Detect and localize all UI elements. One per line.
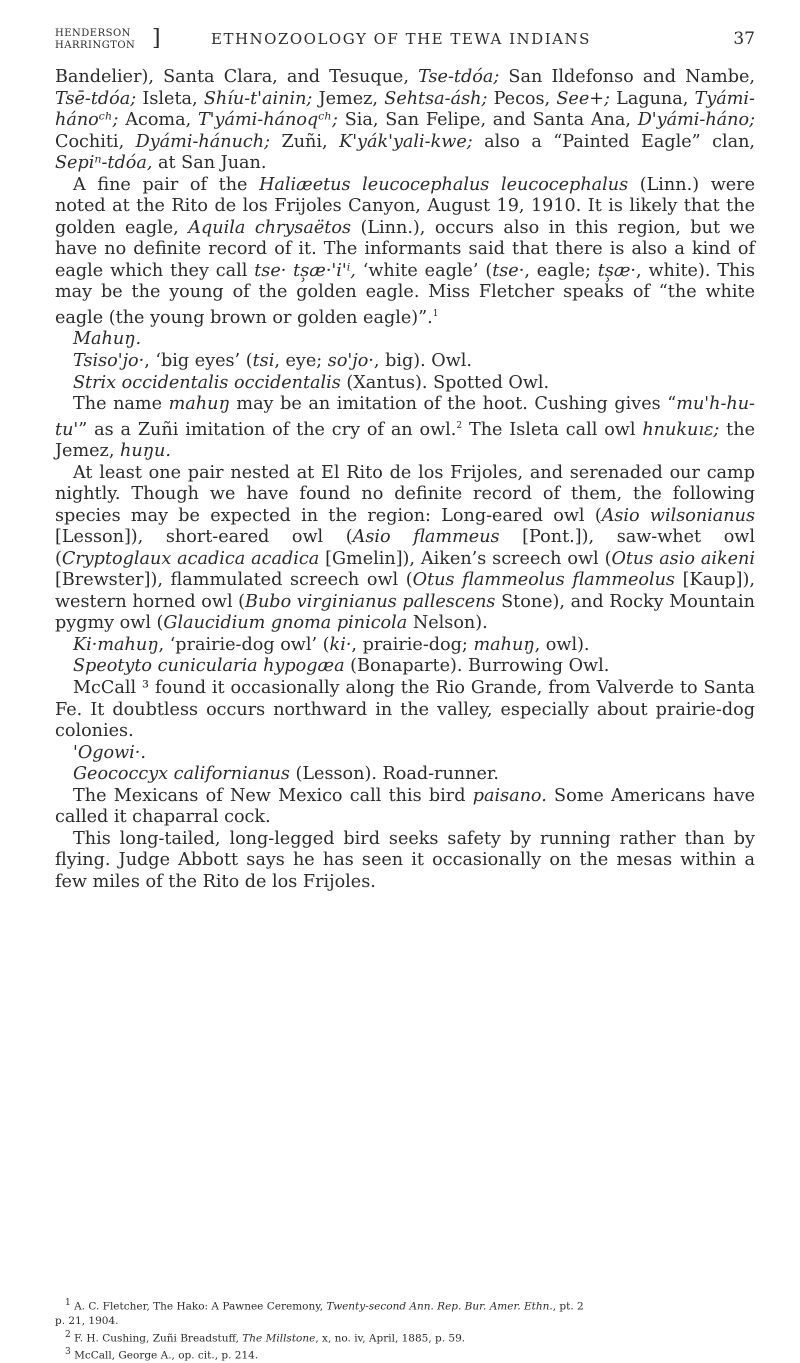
footnote-2: $^2$ F. H. Cushing, Zuñi Breadstuff, The Millstone, x, no. iv, April, 1885, p. 59. xyxy=(65,1329,466,1344)
footnote-3: $^3$ McCall, George A., op. cit., p. 214. xyxy=(65,1347,259,1362)
footnote-1: $^1$ A. C. Fletcher, The Hako: A Pawnee Ceremony, Twenty-second Ann. Rep. Bur. Amer. Ethn., pt. 2 xyxy=(65,1298,584,1313)
paragraph: The Mexicans of New Mexico call this bird paisano. Some Americans have called it chaparral cock. xyxy=(55,785,755,828)
entry-species: Speotyto cunicularia hypogæa (Bonaparte). Burrowing Owl. xyxy=(73,656,610,677)
entry-species: Geococcyx californianus (Lesson). Road-runner. xyxy=(73,764,499,785)
entry-species: Strix occidentalis occidentalis (Xantus). Spotted Owl. xyxy=(73,372,550,393)
body-text xyxy=(55,67,755,894)
author-1: HENDERSON xyxy=(55,28,131,39)
footnotes xyxy=(55,1296,755,1363)
entry-heading: 'Ogowi·. xyxy=(73,742,146,763)
paragraph: The name mahuŋ may be an imitation of the hoot. Cushing gives “mu'h-hu-tu'” as a Zuñi imitation of the cry of an owl.$^2$ The Isleta call owl hnukuıɛ; the Jemez, huŋu. xyxy=(55,394,755,462)
running-head xyxy=(55,26,755,60)
author-2: HARRINGTON xyxy=(55,40,136,51)
entry-heading: Mahuŋ. xyxy=(73,329,142,350)
entry-gloss: Tsiso'jo·, ‘big eyes’ (tsi, eye; so'jo·, big). Owl. xyxy=(73,350,472,371)
bracket-glyph: ] xyxy=(152,26,161,51)
paragraph: McCall ³ found it occasionally along the Rio Grande, from Valverde to Santa Fe. It doubtless occurs northward in the valley, especially about prairie-dog colonies. xyxy=(55,678,755,742)
running-title: ETHNOZOOLOGY OF THE TEWA INDIANS xyxy=(211,30,591,48)
paragraph: At least one pair nested at El Rito de los Frijoles, and serenaded our camp nightly. Though we have found no definite record of them, the following species may be expected in the region: Long-eared owl (Asio wilsonianus [Lesson]), short-eared owl (Asio flammeus [Pont.]), saw-whet owl (Cryptoglaux acadica acadica [Gmelin]), Aiken’s screech owl (Otus asio aikeni [Brewster]), flammulated screech owl (Otus flammeolus flammeolus [Kaup]), western horned owl (Bubo virginianus pallescens Stone), and Rocky Mountain pygmy owl (Glaucidium gnoma pinicola Nelson). xyxy=(55,462,755,634)
paragraph: Bandelier), Santa Clara, and Tesuque, Tse-tdóa; San Ildefonso and Nambe, Tsē-tdóa; Isleta, Shíu-t'ainin; Jemez, Sehtsa-ásh; Pecos, See+; Laguna, Tyámi-hánoᶜʰ; Acoma, T'yámi-hánoqᶜʰ; Sia, San Felipe, and Santa Ana, D'yámi-háno; Cochiti, Dyámi-hánuch; Zuñi, K'yák'yali-kwe; also a “Painted Eagle” clan, Sepiⁿ-tdóa, at San Juan. xyxy=(55,67,756,174)
paragraph: A fine pair of the Haliæetus leucocephalus leucocephalus (Linn.) were noted at the Rito de los Frijoles Canyon, August 19, 1910. It is likely that the golden eagle, Aquila chrysaëtos (Linn.), occurs also in this region, but we have no definite record of it. The informants said that there is also a kind of eagle which they call tse· ts̹æ·'i'ⁱ, ‘white eagle’ (tse·, eagle; ts̹æ·, white). This may be the young of the golden eagle. Miss Fletcher speaks of “the white eagle (the young brown or golden eagle)”.$^1$ xyxy=(55,174,756,328)
entry-gloss: Ki·mahuŋ, ‘prairie-dog owl’ (ki·, prairie-dog; mahuŋ, owl). xyxy=(73,634,590,655)
paragraph: This long-tailed, long-legged bird seeks safety by running rather than by flying. Judge Abbott says he has seen it occasionally on the mesas within a few miles of the Rito de los Frijoles. xyxy=(55,828,755,892)
footnote-1-cont: p. 21, 1904. xyxy=(55,1314,119,1327)
author-names xyxy=(55,28,135,52)
page-number: 37 xyxy=(733,29,755,49)
